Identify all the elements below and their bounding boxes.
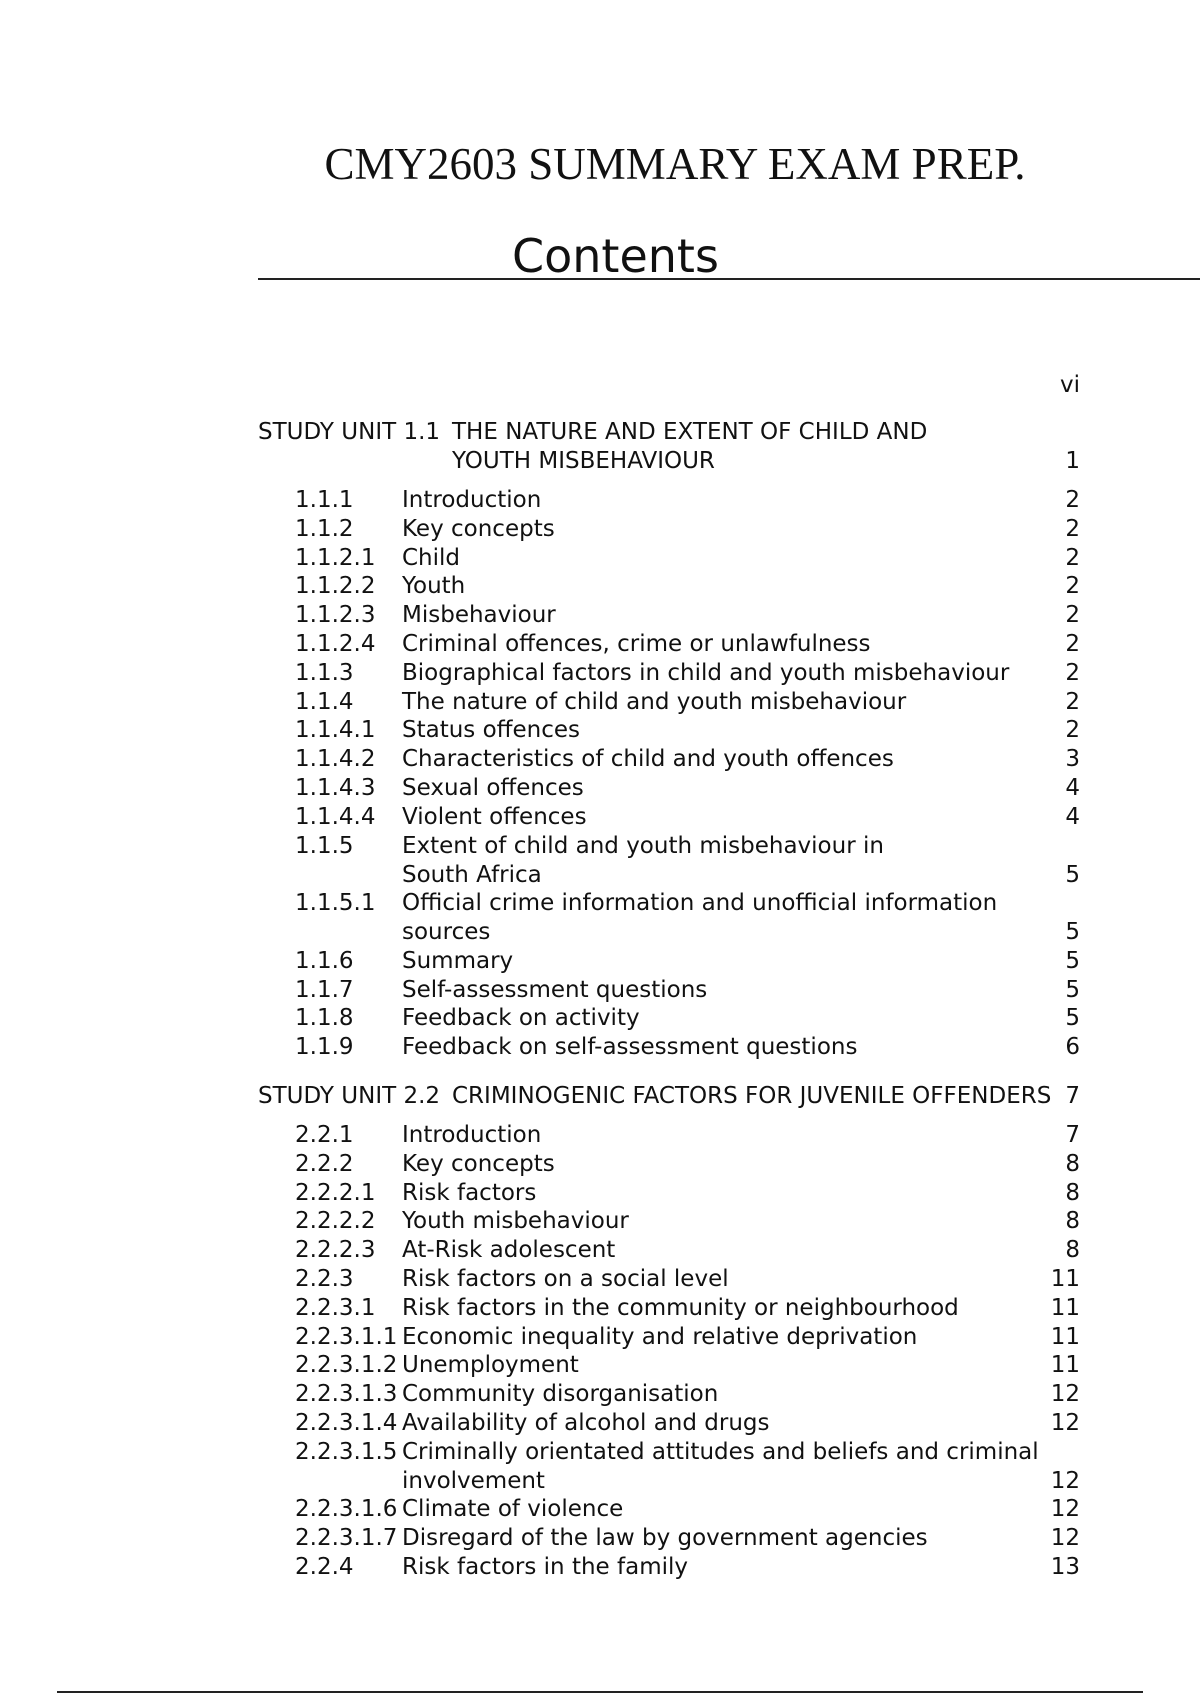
toc-entry-number: 2.2.3.1.2 <box>295 1352 398 1379</box>
toc-page-number: 8 <box>1065 1179 1080 1206</box>
toc-entry-title: Child <box>402 544 461 571</box>
toc-entry-title: Official crime information and unofficial information <box>402 890 998 917</box>
toc-page-number: 1 <box>1065 448 1080 474</box>
toc-page-number: 11 <box>1050 1352 1080 1379</box>
toc-entry-title: Risk factors on a social level <box>402 1266 729 1292</box>
toc-entry-number: 2.2.2.3 <box>295 1237 376 1264</box>
toc-entry[interactable] <box>0 515 1200 544</box>
toc-entry-number: 1.1.4.2 <box>295 746 376 773</box>
document-title: CMY2603 SUMMARY EXAM PREP. <box>324 139 1026 189</box>
toc-entry-number: 1.1.4.3 <box>295 775 376 801</box>
toc-entry-title: The nature of child and youth misbehaviour <box>402 688 907 715</box>
toc-entry-title: Availability of alcohol and drugs <box>402 1410 770 1436</box>
toc-page-number: 12 <box>1050 1410 1080 1436</box>
toc-entry-title: Feedback on activity <box>402 1005 640 1032</box>
toc-entry[interactable] <box>0 832 1200 888</box>
toc-page-number: 13 <box>1050 1554 1080 1580</box>
toc-entry-number: 1.1.2.1 <box>295 544 376 571</box>
toc-page-number: 11 <box>1050 1266 1080 1292</box>
toc-entry[interactable] <box>0 544 1200 573</box>
toc-entry-title: Key concepts <box>402 515 555 542</box>
toc-entry-number: 2.2.3.1.1 <box>295 1323 398 1350</box>
toc-entry-title: Youth <box>402 573 466 600</box>
toc-entry-title: Economic inequality and relative deprivation <box>402 1323 918 1350</box>
toc-entry[interactable] <box>0 1495 1200 1524</box>
toc-entry[interactable] <box>0 745 1200 774</box>
toc-entry[interactable] <box>0 1294 1200 1323</box>
toc-entry-number: 1.1.2.2 <box>295 573 376 600</box>
toc-page-number: 11 <box>1050 1294 1080 1321</box>
toc-entry-title: Risk factors in the family <box>402 1554 688 1580</box>
toc-entry-title: Feedback on self-assessment questions <box>402 1034 858 1061</box>
toc-entry-number: 2.2.3.1.7 <box>295 1525 398 1552</box>
toc-page-number: 2 <box>1065 659 1080 686</box>
toc-study-unit-heading[interactable] <box>0 1082 1200 1111</box>
toc-entry[interactable] <box>0 1121 1200 1150</box>
toc-entry-number: 1.1.4 <box>295 688 354 715</box>
toc-entry-number: 1.1.8 <box>295 1005 354 1032</box>
toc-entry-title: Characteristics of child and youth offences <box>402 746 894 773</box>
toc-entry-title: Sexual offences <box>402 775 584 801</box>
toc-preface-entry[interactable] <box>0 371 1200 400</box>
toc-entry-title: Status offences <box>402 717 581 744</box>
toc-entry-number: 2.2.3.1.6 <box>295 1496 398 1523</box>
toc-page-number: 3 <box>1065 746 1080 773</box>
toc-page-number: 2 <box>1065 631 1080 657</box>
toc-entry-title-continued: sources <box>402 919 491 946</box>
toc-entry-number: 1.1.7 <box>295 976 354 1003</box>
toc-entry-number: 1.1.2.3 <box>295 602 376 629</box>
toc-page-number: 2 <box>1065 688 1080 715</box>
toc-entry-title-continued: South Africa <box>402 861 542 888</box>
toc-entry[interactable] <box>0 1265 1200 1294</box>
toc-page-number: 12 <box>1050 1467 1080 1494</box>
toc-entry-title: Self-assessment questions <box>402 976 708 1003</box>
toc-entry[interactable] <box>0 688 1200 717</box>
toc-entry-number: 1.1.2 <box>295 515 354 542</box>
toc-entry[interactable] <box>0 630 1200 659</box>
toc-page-number: 7 <box>1065 1122 1080 1148</box>
toc-entry[interactable] <box>0 976 1200 1005</box>
toc-entry[interactable] <box>0 774 1200 803</box>
toc-entry[interactable] <box>0 486 1200 515</box>
toc-entry-title: Disregard of the law by government agencies <box>402 1525 928 1552</box>
toc-page-number: 12 <box>1050 1381 1080 1408</box>
toc-page-number: 2 <box>1065 515 1080 542</box>
toc-entry-title: Violent offences <box>402 803 587 830</box>
toc-entry[interactable] <box>0 601 1200 630</box>
toc-entry-number: 1.1.9 <box>295 1034 354 1061</box>
toc-entry-title: Criminally orientated attitudes and beliefs and criminal <box>402 1438 1039 1465</box>
toc-entry[interactable] <box>0 1380 1200 1409</box>
toc-entry[interactable] <box>0 1004 1200 1033</box>
toc-entry[interactable] <box>0 572 1200 601</box>
toc-entry[interactable] <box>0 1438 1200 1494</box>
toc-entry-title: Key concepts <box>402 1150 555 1177</box>
toc-page-number: 5 <box>1065 1005 1080 1032</box>
toc-entry-title: Climate of violence <box>402 1496 624 1523</box>
toc-entry-number: 1.1.3 <box>295 659 354 686</box>
toc-entry-title: At-Risk adolescent <box>402 1237 616 1264</box>
toc-entry[interactable] <box>0 1351 1200 1380</box>
toc-page-number: 7 <box>1065 1083 1080 1109</box>
toc-entry-title: Introduction <box>402 487 542 513</box>
study-unit-title-continued: YOUTH MISBEHAVIOUR <box>452 448 715 474</box>
toc-page-number: 2 <box>1065 717 1080 744</box>
toc-entry[interactable] <box>0 1150 1200 1179</box>
toc-page-number: vi <box>1059 372 1080 398</box>
toc-entry-title: Community disorganisation <box>402 1381 719 1408</box>
toc-entry-title: Unemployment <box>402 1352 579 1379</box>
toc-page-number: 8 <box>1065 1208 1080 1235</box>
toc-entry-number: 2.2.3.1.3 <box>295 1381 398 1408</box>
study-unit-title: CRIMINOGENIC FACTORS FOR JUVENILE OFFENDERS <box>452 1083 1052 1109</box>
toc-entry-number: 2.2.3.1.5 <box>295 1438 398 1465</box>
toc-entry-number: 2.2.2 <box>295 1150 354 1177</box>
toc-entry-number: 2.2.4 <box>295 1554 354 1580</box>
toc-entry-number: 1.1.6 <box>295 947 354 974</box>
toc-entry[interactable] <box>0 1323 1200 1352</box>
toc-entry-number: 1.1.1 <box>295 487 354 513</box>
toc-entry-number: 1.1.5 <box>295 832 354 859</box>
toc-entry-title: Introduction <box>402 1122 542 1148</box>
toc-entry[interactable] <box>0 1207 1200 1236</box>
toc-page-number: 4 <box>1065 775 1080 801</box>
toc-page-number: 5 <box>1065 976 1080 1003</box>
toc-page-number: 2 <box>1065 602 1080 629</box>
toc-page-number: 6 <box>1065 1034 1080 1061</box>
toc-page-number: 8 <box>1065 1237 1080 1264</box>
study-unit-number: STUDY UNIT 2.2 <box>258 1083 441 1109</box>
toc-entry-number: 2.2.2.1 <box>295 1179 376 1206</box>
toc-entry-title: Misbehaviour <box>402 602 556 629</box>
toc-page-number: 5 <box>1065 947 1080 974</box>
toc-entry[interactable] <box>0 1409 1200 1438</box>
toc-page-number: 12 <box>1050 1496 1080 1523</box>
toc-entry-title: Summary <box>402 947 514 974</box>
toc-entry-number: 2.2.2.2 <box>295 1208 376 1235</box>
toc-entry[interactable] <box>0 1179 1200 1208</box>
contents-heading: Contents <box>512 229 719 283</box>
toc-page-number: 2 <box>1065 487 1080 513</box>
toc-entry-title: Risk factors in the community or neighbourhood <box>402 1294 959 1321</box>
toc-entry-number: 2.2.3.1 <box>295 1294 376 1321</box>
toc-entry[interactable] <box>0 659 1200 688</box>
toc-entry-title: Extent of child and youth misbehaviour in <box>402 832 884 859</box>
study-unit-number: STUDY UNIT 1.1 <box>258 419 441 445</box>
toc-entry-title-continued: involvement <box>402 1467 545 1494</box>
toc-entry-title: Risk factors <box>402 1179 537 1206</box>
toc-entry[interactable] <box>0 1033 1200 1062</box>
toc-entry[interactable] <box>0 803 1200 832</box>
toc-entry[interactable] <box>0 889 1200 946</box>
footer-rule <box>57 1691 1143 1693</box>
toc-page-number: 12 <box>1050 1525 1080 1552</box>
toc-page-number: 11 <box>1050 1323 1080 1350</box>
toc-entry[interactable] <box>0 1553 1200 1582</box>
toc-entry-title: Youth misbehaviour <box>402 1208 629 1235</box>
toc-entry-number: 2.2.1 <box>295 1122 354 1148</box>
toc-entry[interactable] <box>0 1524 1200 1553</box>
study-unit-title: THE NATURE AND EXTENT OF CHILD AND <box>452 419 928 445</box>
toc-page-number: 2 <box>1065 544 1080 571</box>
toc-entry[interactable] <box>0 947 1200 976</box>
toc-page-number: 5 <box>1065 919 1080 946</box>
toc-entry-number: 2.2.3.1.4 <box>295 1410 398 1436</box>
toc-entry-title: Biographical factors in child and youth misbehaviour <box>402 659 1010 686</box>
toc-entry-number: 1.1.4.1 <box>295 717 376 744</box>
toc-study-unit-heading[interactable] <box>0 418 1200 474</box>
toc-entry-number: 1.1.5.1 <box>295 890 376 917</box>
toc-entry[interactable] <box>0 716 1200 745</box>
toc-entry-number: 1.1.2.4 <box>295 631 376 657</box>
toc-entry-number: 1.1.4.4 <box>295 803 376 830</box>
toc-page-number: 4 <box>1065 803 1080 830</box>
toc-page-number: 8 <box>1065 1150 1080 1177</box>
toc-entry[interactable] <box>0 1236 1200 1265</box>
toc-entry-number: 2.2.3 <box>295 1266 354 1292</box>
toc-page-number: 5 <box>1065 861 1080 888</box>
toc-entry-title: Criminal offences, crime or unlawfulness <box>402 631 871 657</box>
toc-page-number: 2 <box>1065 573 1080 600</box>
